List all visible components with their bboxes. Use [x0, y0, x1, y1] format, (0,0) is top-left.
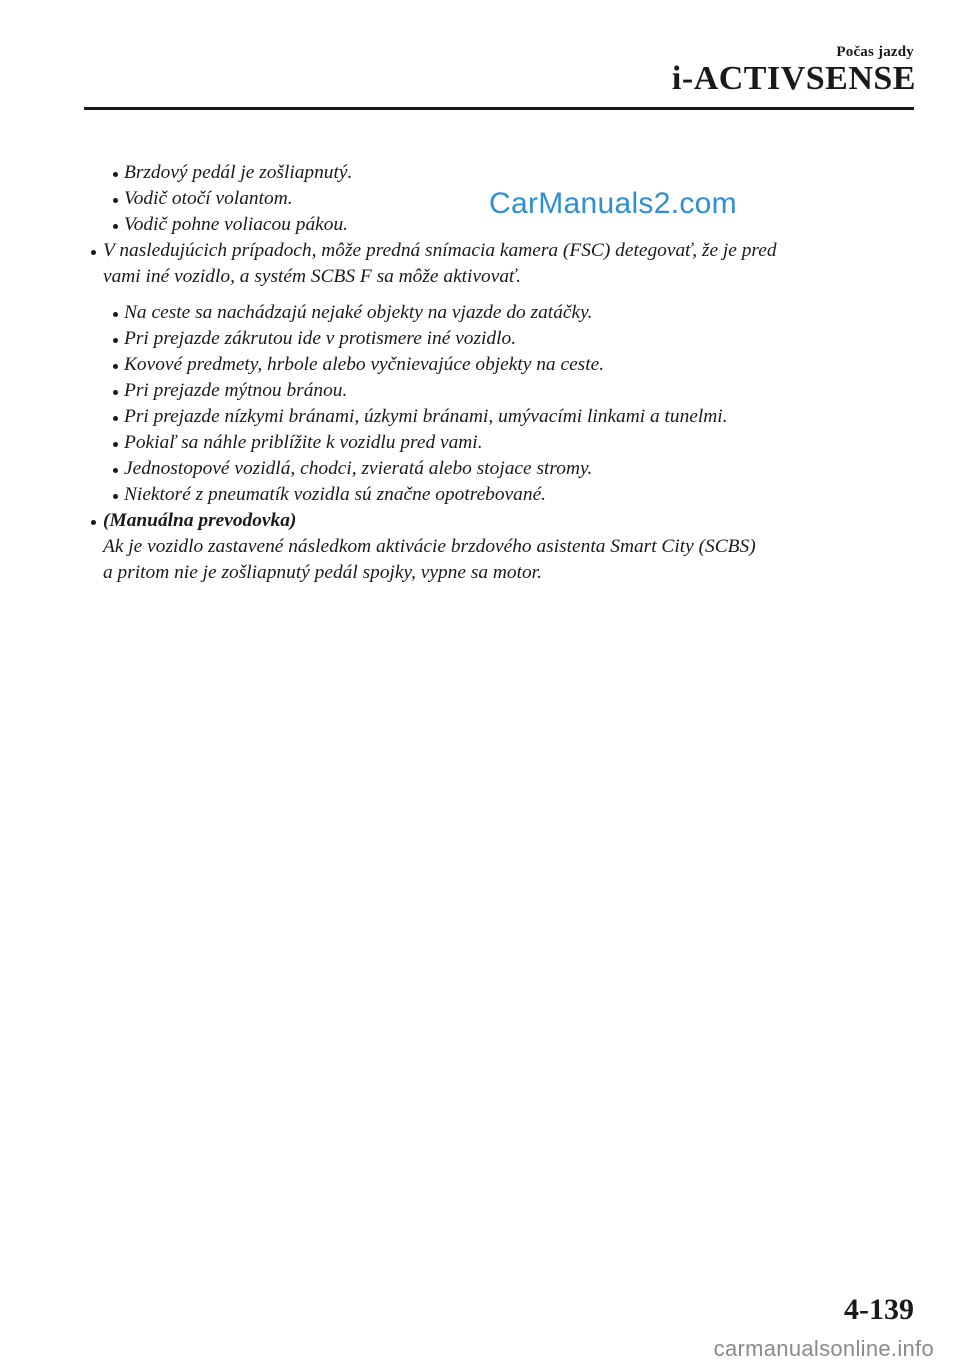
- footer-site-watermark: carmanualsonline.info: [713, 1336, 934, 1361]
- bullet-icon: [113, 198, 118, 203]
- sub-bullet-item: [0, 326, 960, 352]
- sub-bullet-item: [0, 378, 960, 404]
- bullet-icon: [113, 416, 118, 421]
- bullet-icon: [113, 312, 118, 317]
- sub-bullet-item: [0, 212, 960, 238]
- bullet-icon: [113, 224, 118, 229]
- bullet-icon: [113, 468, 118, 473]
- bullet-icon: [113, 338, 118, 343]
- sub-bullet-item: [0, 186, 960, 212]
- bullet-item: [0, 508, 960, 586]
- bullet-icon: [113, 494, 118, 499]
- sub-bullet-text: Pri prejazde zákrutou ide v protismere iné vozidlo.: [124, 328, 517, 349]
- header-divider: [84, 107, 914, 110]
- bullet-icon: [91, 520, 96, 525]
- watermark-logo: CarManuals2.com: [489, 187, 737, 220]
- sub-bullet-item: [0, 404, 960, 430]
- sub-bullet-item: [0, 352, 960, 378]
- bullet-icon: [113, 172, 118, 177]
- bullet-icon: [113, 364, 118, 369]
- running-header-section: Počas jazdy: [836, 44, 914, 60]
- bullet-heading: (Manuálna prevodovka): [103, 510, 297, 531]
- sub-bullet-text: Jednostopové vozidlá, chodci, zvieratá alebo stojace stromy.: [124, 458, 593, 479]
- sub-bullet-text: Vodič otočí volantom.: [124, 188, 293, 209]
- sub-bullet-item: [0, 300, 960, 326]
- bullet-icon: [91, 250, 96, 255]
- sub-bullet-item: [0, 456, 960, 482]
- bullet-item: [0, 238, 960, 290]
- sub-bullet-text: Kovové predmety, hrbole alebo vyčnievajúce objekty na ceste.: [124, 354, 605, 375]
- bullet-text-line: V nasledujúcich prípadoch, môže predná snímacia kamera (FSC) detegovať, že je pred: [103, 240, 777, 261]
- bullet-text-line: a pritom nie je zošliapnutý pedál spojky, vypne sa motor.: [103, 562, 542, 583]
- bullet-icon: [113, 390, 118, 395]
- sub-bullet-text: Pri prejazde nízkymi bránami, úzkymi bránami, umývacími linkami a tunelmi.: [124, 406, 728, 427]
- bullet-icon: [113, 442, 118, 447]
- manual-body: [0, 160, 960, 586]
- sub-bullet-item: [0, 482, 960, 508]
- sub-bullet-item: [0, 160, 960, 186]
- sub-bullet-text: Niektoré z pneumatík vozidla sú značne opotrebované.: [124, 484, 547, 505]
- page-number: 4-139: [844, 1293, 914, 1326]
- sub-bullet-text: Pokiaľ sa náhle priblížite k vozidlu pred vami.: [124, 432, 483, 453]
- sub-bullet-text: Brzdový pedál je zošliapnutý.: [124, 162, 353, 183]
- sub-bullet-text: Na ceste sa nachádzajú nejaké objekty na vjazde do zatáčky.: [124, 302, 593, 323]
- bullet-text-line: Ak je vozidlo zastavené následkom aktivácie brzdového asistenta Smart City (SCBS): [103, 536, 756, 557]
- running-header-chapter: i-ACTIVSENSE: [671, 60, 916, 97]
- bullet-text-line: vami iné vozidlo, a systém SCBS F sa môže aktivovať.: [103, 266, 521, 287]
- sub-bullet-item: [0, 430, 960, 456]
- sub-bullet-text: Vodič pohne voliacou pákou.: [124, 214, 349, 235]
- sub-bullet-text: Pri prejazde mýtnou bránou.: [124, 380, 348, 401]
